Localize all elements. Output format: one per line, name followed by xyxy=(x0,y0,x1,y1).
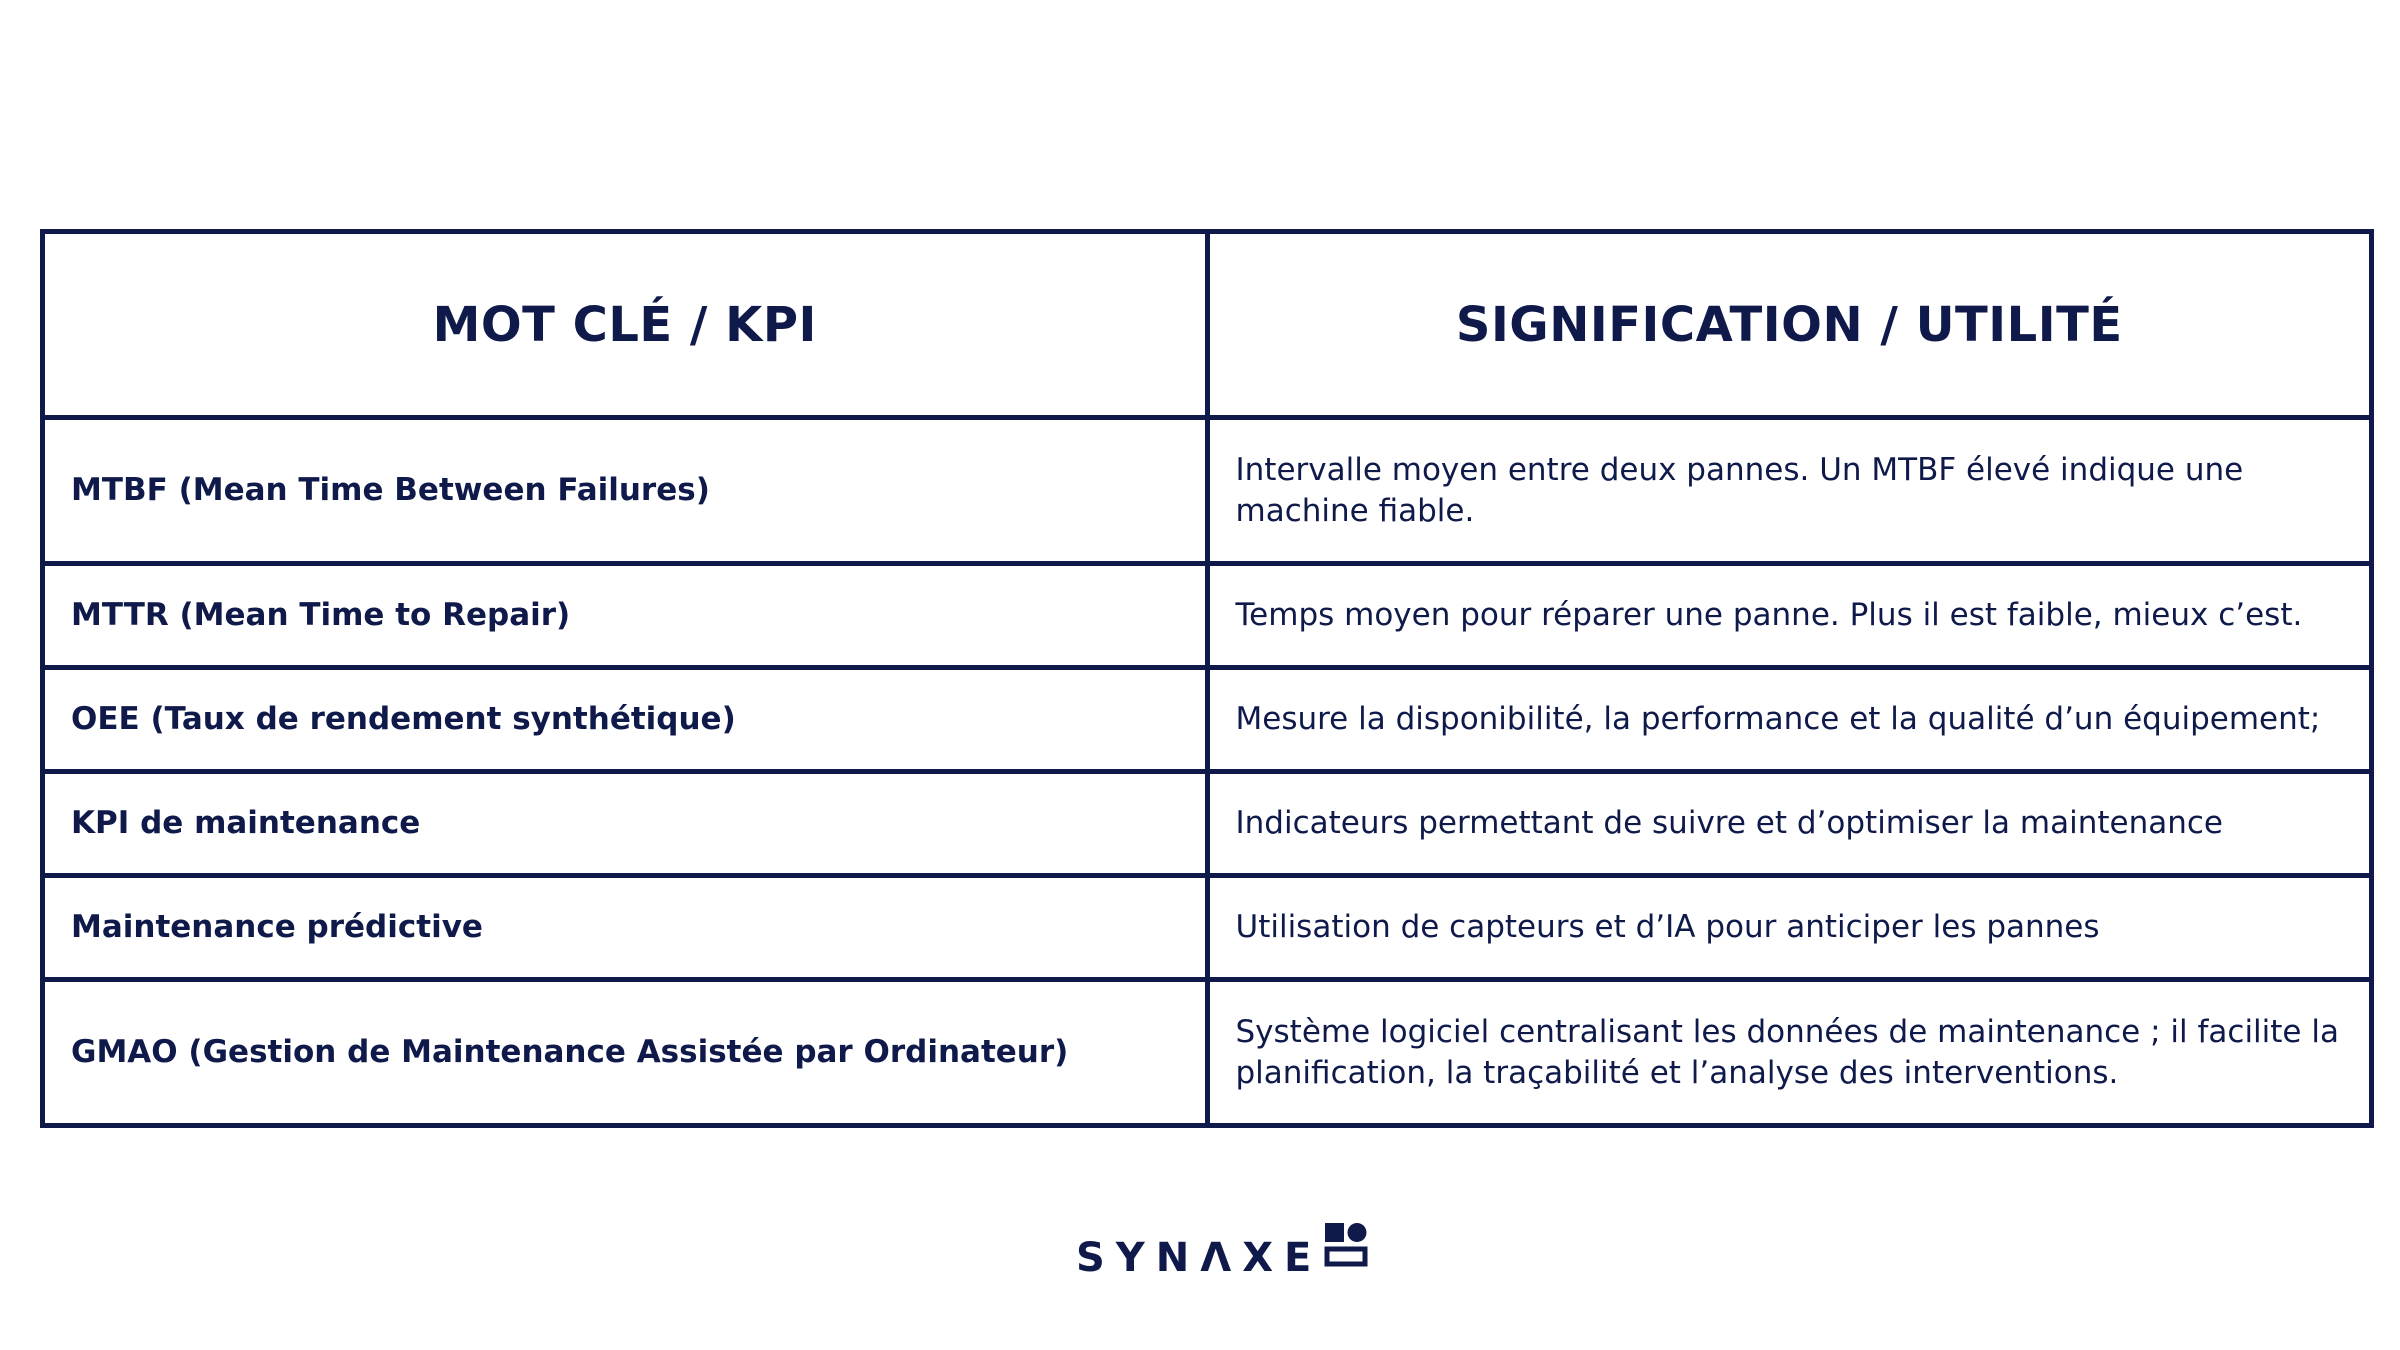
term-cell: Maintenance prédictive xyxy=(43,876,1208,980)
table-row xyxy=(43,980,2372,1126)
table-header-row xyxy=(43,232,2372,418)
column-header-meaning: SIGNIFICATION / UTILITÉ xyxy=(1207,232,2372,418)
meaning-cell: Temps moyen pour réparer une panne. Plus il est faible, mieux c’est. xyxy=(1207,564,2372,668)
kpi-glossary-table xyxy=(40,229,2374,1128)
table-row xyxy=(43,564,2372,668)
meaning-cell: Intervalle moyen entre deux pannes. Un MTBF élevé indique une machine fiable. xyxy=(1207,418,2372,564)
brand-wordmark: SYNΛXE xyxy=(1076,1235,1323,1281)
meaning-cell: Utilisation de capteurs et d’IA pour anticiper les pannes xyxy=(1207,876,2372,980)
table-row xyxy=(43,772,2372,876)
meaning-cell: Indicateurs permettant de suivre et d’optimiser la maintenance xyxy=(1207,772,2372,876)
term-cell: MTBF (Mean Time Between Failures) xyxy=(43,418,1208,564)
term-cell: KPI de maintenance xyxy=(43,772,1208,876)
table-row xyxy=(43,876,2372,980)
term-cell: OEE (Taux de rendement synthétique) xyxy=(43,668,1208,772)
table-row xyxy=(43,418,2372,564)
meaning-cell: Mesure la disponibilité, la performance et la qualité d’un équipement; xyxy=(1207,668,2372,772)
table-row xyxy=(43,668,2372,772)
column-header-term: MOT CLÉ / KPI xyxy=(43,232,1208,418)
term-cell: MTTR (Mean Time to Repair) xyxy=(43,564,1208,668)
synaxe-logo-mark-icon xyxy=(1324,1222,1368,1272)
brand-logo xyxy=(1076,1218,1368,1281)
meaning-cell: Système logiciel centralisant les données de maintenance ; il facilite la planification, la traçabilité et l’analyse des interventions. xyxy=(1207,980,2372,1126)
term-cell: GMAO (Gestion de Maintenance Assistée par Ordinateur) xyxy=(43,980,1208,1126)
